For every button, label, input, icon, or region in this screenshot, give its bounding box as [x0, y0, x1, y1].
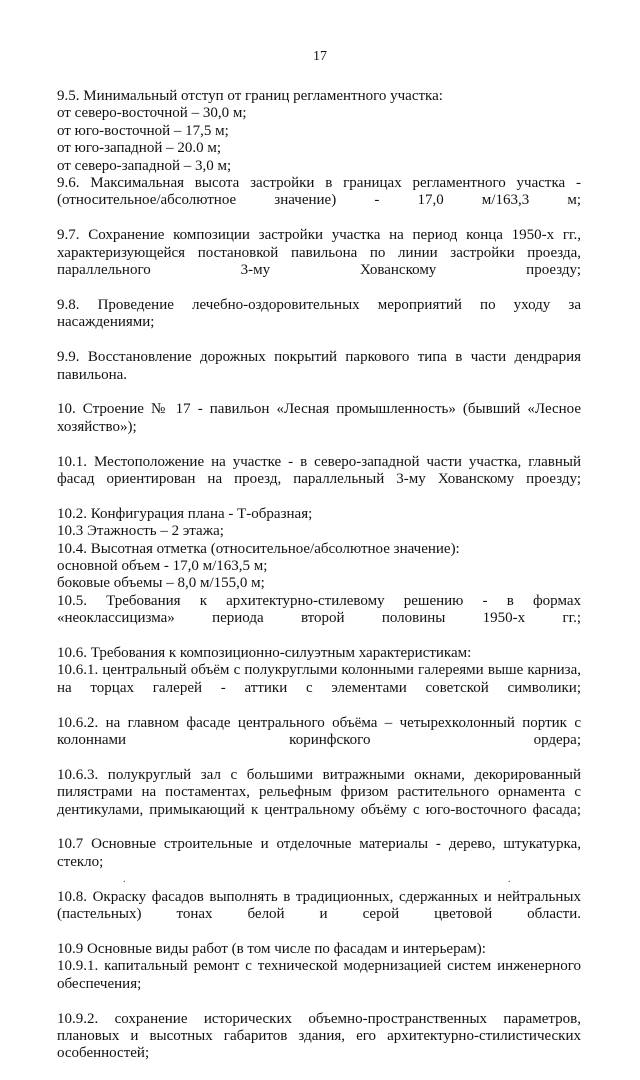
paragraph: 10. Строение № 17 - павильон «Лесная промышленность» (бывший «Лесное хозяйство»);	[57, 401, 581, 435]
footer-mark: .	[508, 874, 511, 885]
paragraph: 10.2. Конфигурация плана - Т-образная;	[57, 505, 313, 522]
paragraph: 10.8. Окраску фасадов выполнять в традиционных, сдержанных и нейтральных (пастельных) тонах белой и серой цветовой области.	[57, 888, 581, 923]
paragraph: боковые объемы – 8,0 м/155,0 м;	[57, 575, 265, 592]
paragraph: 10.6. Требования к композиционно-силуэтным характеристикам:	[57, 645, 472, 661]
paragraph: 10.6.3. полукруглый зал с большими витражными окнами, декорированный пилястрами на постаментах, рельефным фризом растительного орнамента с дентикулами, примыкающий к центральному объёму с юго-восточного фасада;	[57, 766, 581, 818]
paragraph: 9.7. Сохранение композиции застройки участка на период конца 1950-х гг., характеризующейся постановкой павильона по линии застройки проезда, параллельного 3-му Хованскому проезду;	[57, 227, 581, 279]
paragraph: от юго-западной – 20.0 м;	[57, 140, 222, 157]
page-number: 17	[313, 49, 327, 64]
paragraph: 10.7 Основные строительные и отделочные материалы - дерево, штукатурка, стекло;	[57, 836, 581, 870]
paragraph: 10.6.1. центральный объём с полукруглыми колонными галереями выше карниза, на торцах галерей - аттики с элементами советской символики;	[57, 662, 581, 696]
paragraph: от северо-восточной – 30,0 м;	[57, 105, 247, 122]
paragraph: от северо-западной – 3,0 м;	[57, 157, 232, 174]
document-body	[57, 88, 581, 1080]
footer-mark: .	[123, 874, 126, 885]
paragraph: 10.9.1. капитальный ремонт с технической модернизацией систем инженерного обеспечения;	[57, 958, 581, 992]
paragraph: от юго-восточной – 17,5 м;	[57, 122, 229, 139]
paragraph: 10.9.2. сохранение исторических объемно-пространственных параметров, плановых и высотных габаритов здания, его архитектурно-стилистических особенностей;	[57, 1010, 581, 1062]
paragraph: 10.1. Местоположение на участке - в северо-западной части участка, главный фасад ориентирован на проезд, параллельный 3-му Хованскому проезду;	[57, 453, 581, 487]
paragraph: 9.9. Восстановление дорожных покрытий паркового типа в части дендрария павильона.	[57, 349, 581, 383]
paragraph: 10.6.2. на главном фасаде центрального объёма – четырехколонный портик с колоннами коринфского ордера;	[57, 714, 581, 749]
paragraph: 9.8. Проведение лечебно-оздоровительных мероприятий по уходу за насаждениями;	[57, 296, 581, 331]
paragraph: 10.5. Требования к архитектурно-стилевому решению - в формах «неоклассицизма» периода второй половины 1950-х гг.;	[57, 592, 581, 627]
paragraph: 10.4. Высотная отметка (относительное/абсолютное значение):	[57, 540, 460, 557]
paragraph: 9.6. Максимальная высота застройки в границах регламентного участка - (относительное/абсолютное значение) - 17,0 м/163,3 м;	[57, 175, 581, 209]
paragraph: 10.3 Этажность – 2 этажа;	[57, 523, 224, 540]
paragraph: 10.9 Основные виды работ (в том числе по фасадам и интерьерам):	[57, 940, 486, 957]
paragraph: 9.5. Минимальный отступ от границ регламентного участка:	[57, 88, 443, 104]
paragraph: основной объем - 17,0 м/163,5 м;	[57, 557, 268, 574]
